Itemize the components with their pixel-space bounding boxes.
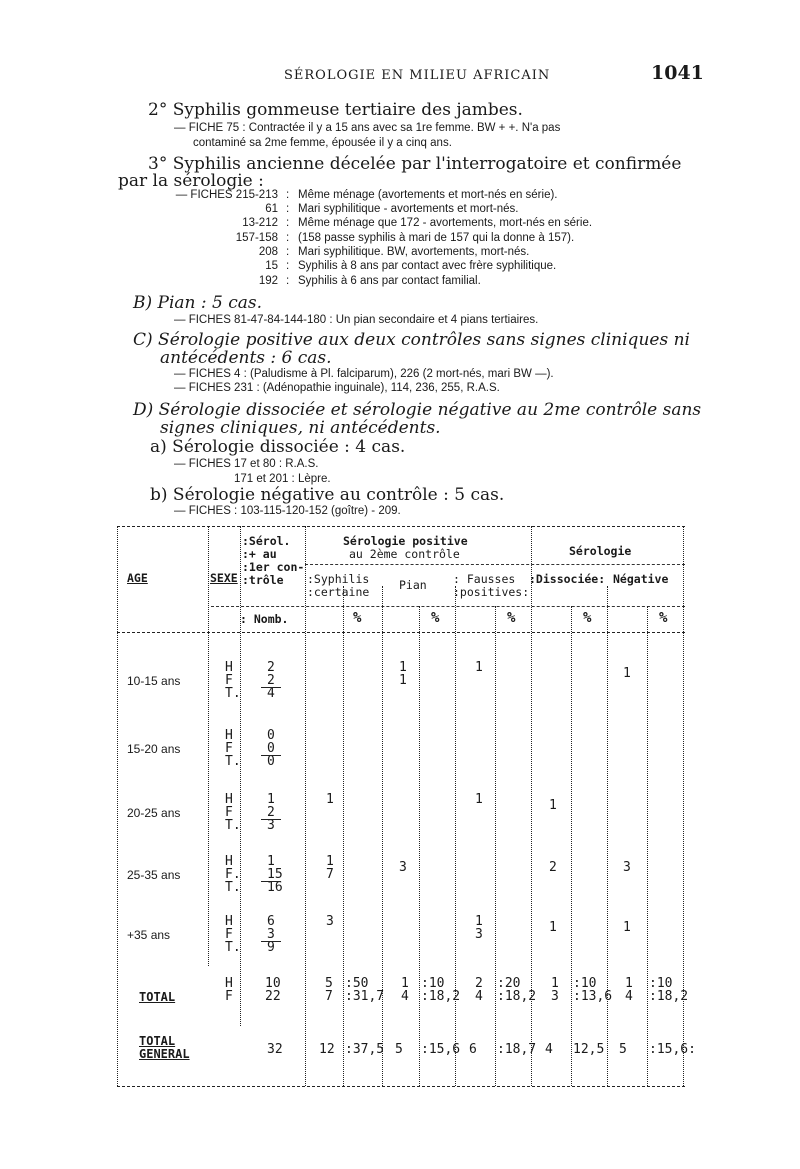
row-pian: 3 [399, 860, 407, 875]
fiche-ref: — FICHES 215-213 [175, 189, 278, 201]
row-c_pian: 1 [399, 673, 407, 688]
fiche-text: Même ménage que 172 - avortements, mort-nés en série. [298, 217, 593, 229]
table-vline-neg-pct [647, 606, 648, 1086]
total-faus-pct: :18,2 [497, 989, 537, 1004]
row-fausses: 3 [475, 927, 483, 942]
running-title: SÉROLOGIE EN MILIEU AFRICAIN [284, 68, 551, 83]
total-faus-pct: :20 [497, 976, 521, 991]
row-negat: 3 [623, 860, 631, 875]
general-syph-pct: :37,5 [345, 1042, 385, 1057]
head-positive-1: Sérologie positive [343, 534, 468, 548]
general-faus-count: 6 [469, 1042, 477, 1057]
total-diss-pct: :10 [573, 976, 597, 991]
row-negat: 1 [623, 920, 631, 935]
table-vline-pian [455, 586, 456, 1086]
table-vline-syph-pct [343, 586, 344, 1086]
head-serol-4: :trôle [242, 573, 284, 587]
section-db-heading: b) Sérologie négative au contrôle : 5 cas. [150, 485, 505, 505]
total-neg-count: 4 [625, 989, 633, 1004]
serology-table [117, 524, 696, 1090]
table-vline-faus-pct [495, 606, 496, 1086]
total-faus-count: 4 [475, 989, 483, 1004]
fiche-ref: 15 [265, 260, 278, 272]
total-sex: F [225, 989, 233, 1004]
general-syph-count: 12 [319, 1042, 335, 1057]
total-faus-count: 2 [475, 976, 483, 991]
total-diss-count: 3 [551, 989, 559, 1004]
section-db-line: — FICHES : 103-115-120-152 (goître) - 209. [174, 505, 401, 517]
section-b-heading: B) Pian : 5 cas. [133, 293, 263, 313]
fiche-text: Syphilis à 8 ans par contact avec frère syphilitique. [298, 260, 557, 272]
fiche-ref: 157-158 [235, 232, 278, 244]
head-pian: Pian [399, 578, 427, 592]
row-nomb: 1 [267, 854, 275, 869]
total-diss-pct: :13,6 [573, 989, 613, 1004]
row-sex: T. [225, 940, 241, 955]
table-vline-syph [382, 586, 383, 1086]
row-age: 10-15 ans [127, 674, 181, 688]
table-vline-age [208, 526, 209, 966]
row-nomb: 4 [267, 686, 275, 701]
table-vline-serol [305, 526, 306, 1086]
head-serologie: Sérologie [569, 544, 632, 558]
row-dissoc: 1 [549, 798, 557, 813]
row-syph: 3 [326, 914, 334, 929]
row-nomb: 0 [267, 741, 275, 756]
page-number: 1041 [651, 62, 704, 84]
row-nomb: 3 [267, 818, 275, 833]
head-serol-3: :1er con- [242, 560, 305, 574]
head-fausses-2: :positives: [453, 585, 530, 599]
general-diss-pct: 12,5 [573, 1042, 605, 1057]
section-da-line-2: 171 et 201 : Lèpre. [234, 473, 331, 485]
row-negat: 1 [623, 666, 631, 681]
head-pct-faus: % [507, 610, 516, 626]
total-label: TOTAL [139, 990, 176, 1004]
fiche-ref: 61 [265, 203, 278, 215]
head-sexe: SEXE [210, 571, 238, 585]
row-sex: T. [225, 754, 241, 769]
row-sex: H [225, 660, 233, 675]
row-total-rule [261, 941, 281, 942]
fiche-colon: : [286, 189, 290, 201]
general-faus-pct: :18,7 [497, 1042, 537, 1057]
row-syph: 1 [326, 792, 334, 807]
section-c-heading-2: antécédents : 6 cas. [160, 348, 332, 368]
section-da-heading: a) Sérologie dissociée : 4 cas. [150, 437, 406, 457]
section-3-heading-1: 3° Syphilis ancienne décelée par l'interrogatoire et confirmée [148, 154, 682, 174]
row-sex: F [225, 741, 233, 756]
row-sex: H [225, 792, 233, 807]
row-sex: T. [225, 686, 241, 701]
row-sex: F [225, 805, 233, 820]
head-fausses-1: : Fausses [453, 572, 516, 586]
general-pian-count: 5 [395, 1042, 403, 1057]
fiche-text: Même ménage (avortements et mort-nés en série). [298, 189, 558, 201]
fiche-text: (158 passe syphilis à mari de 157 qui la donne à 157). [298, 232, 575, 244]
row-age: 25-35 ans [127, 868, 181, 882]
total-neg-count: 1 [625, 976, 633, 991]
row-nomb: 16 [267, 880, 283, 895]
head-pct-syph: % [353, 610, 362, 626]
section-3-heading-2: par la sérologie : [118, 171, 264, 191]
row-dissoc: 1 [549, 920, 557, 935]
head-negative: Négative [613, 572, 669, 586]
fiche-colon: : [286, 217, 290, 229]
total-pian-pct: :18,2 [421, 989, 461, 1004]
row-sex: H [225, 914, 233, 929]
row-sex: T. [225, 818, 241, 833]
row-fausses: 1 [475, 660, 483, 675]
head-nomb: : Nomb. [240, 612, 289, 626]
row-nomb: 6 [267, 914, 275, 929]
total-nomb: 22 [265, 989, 281, 1004]
general-neg-pct: :15,6: [649, 1042, 696, 1057]
row-age: 15-20 ans [127, 742, 181, 756]
head-serol-1: :Sérol. [242, 534, 291, 548]
total-neg-pct: :18,2 [649, 989, 689, 1004]
head-age: AGE [127, 571, 148, 585]
general-nomb: 32 [267, 1042, 283, 1057]
row-total-rule [261, 755, 281, 756]
row-syph: 7 [326, 867, 334, 882]
row-nomb: 2 [267, 660, 275, 675]
total-syph-pct: :50 [345, 976, 369, 991]
fiche-text: Syphilis à 6 ans par contact familial. [298, 275, 481, 287]
section-d-heading-2: signes cliniques, ni antécédents. [160, 418, 441, 438]
table-vline-diss-pct [571, 606, 572, 1086]
fiche-colon: : [286, 275, 290, 287]
total-diss-count: 1 [551, 976, 559, 991]
head-pct-diss: % [583, 610, 592, 626]
general-label-2: GENERAL [139, 1047, 190, 1061]
table-rule-bottom [117, 1086, 685, 1087]
total-pian-count: 1 [401, 976, 409, 991]
row-nomb: 3 [267, 927, 275, 942]
total-neg-pct: :10 [649, 976, 673, 991]
fiche-ref: 208 [258, 246, 278, 258]
total-pian-count: 4 [401, 989, 409, 1004]
section-c-line-2: — FICHES 231 : (Adénopathie inguinale), 114, 236, 255, R.A.S. [174, 382, 500, 394]
row-sex: H [225, 728, 233, 743]
general-diss-count: 4 [545, 1042, 553, 1057]
row-age: +35 ans [127, 928, 171, 942]
table-rule-header-sub [211, 606, 685, 607]
general-label-1: TOTAL [139, 1034, 176, 1048]
fiche-ref: 13-212 [242, 217, 278, 229]
row-nomb: 2 [267, 805, 275, 820]
table-rule-header-bottom [117, 632, 685, 633]
section-b-line: — FICHES 81-47-84-144-180 : Un pian secondaire et 4 pians tertiaires. [174, 314, 539, 326]
row-nomb: 0 [267, 728, 275, 743]
fiche-colon: : [286, 260, 290, 272]
row-total-rule [261, 687, 281, 688]
row-nomb: 9 [267, 940, 275, 955]
section-2-line-2: contaminé sa 2me femme, épousée il y a cinq ans. [193, 137, 452, 149]
head-dissociee: :Dissociée: [529, 572, 606, 586]
section-d-heading-1: D) Sérologie dissociée et sérologie négative au 2me contrôle sans [133, 400, 702, 420]
fiche-colon: : [286, 246, 290, 258]
general-neg-count: 5 [619, 1042, 627, 1057]
row-nomb: 2 [267, 673, 275, 688]
fiche-ref: 192 [258, 275, 278, 287]
row-total-rule [261, 881, 281, 882]
row-nomb: 15 [267, 867, 283, 882]
total-syph-pct: :31,7 [345, 989, 385, 1004]
row-total-rule [261, 819, 281, 820]
head-pct-pian: % [431, 610, 440, 626]
head-serol-2: :+ au [242, 547, 277, 561]
total-syph-count: 5 [325, 976, 333, 991]
row-sex: T. [225, 880, 241, 895]
total-pian-pct: :10 [421, 976, 445, 991]
fiche-text: Mari syphilitique. BW, avortements, mort-nés. [298, 246, 530, 258]
table-vline-diss [607, 586, 608, 1086]
row-nomb: 1 [267, 792, 275, 807]
row-dissoc: 2 [549, 860, 557, 875]
section-c-heading-1: C) Sérologie positive aux deux contrôles sans signes cliniques ni [133, 330, 690, 350]
table-vline-left [117, 526, 118, 1086]
total-sex: H [225, 976, 233, 991]
fiche-colon: : [286, 232, 290, 244]
section-da-line-1: — FICHES 17 et 80 : R.A.S. [174, 458, 319, 470]
row-sex: H [225, 854, 233, 869]
row-sex: F [225, 927, 233, 942]
table-vline-pian-pct [419, 606, 420, 1086]
row-sex: F [225, 673, 233, 688]
row-syph: 1 [326, 854, 334, 869]
fiche-colon: : [286, 203, 290, 215]
section-2-line-1: — FICHE 75 : Contractée il y a 15 ans avec sa 1re femme. BW + +. N'a pas [174, 122, 561, 134]
head-syphilis-1: :Syphilis [307, 572, 370, 586]
row-nomb: 0 [267, 754, 275, 769]
head-pct-neg: % [659, 610, 668, 626]
general-pian-pct: :15,6 [421, 1042, 461, 1057]
table-rule-top [117, 526, 685, 527]
row-fausses: 1 [475, 792, 483, 807]
section-2-heading: 2° Syphilis gommeuse tertiaire des jambes. [148, 100, 523, 120]
head-positive-2: au 2ème contrôle [349, 547, 460, 561]
row-fausses: 1 [475, 914, 483, 929]
section-c-line-1: — FICHES 4 : (Paludisme à Pl. falciparum), 226 (2 mort-nés, mari BW —). [174, 368, 554, 380]
row-sex: F. [225, 867, 241, 882]
total-nomb: 10 [265, 976, 281, 991]
row-c_pian: 1 [399, 660, 407, 675]
total-syph-count: 7 [325, 989, 333, 1004]
row-age: 20-25 ans [127, 806, 181, 820]
head-syphilis-2: :certaine [307, 585, 370, 599]
table-rule-header-mid [305, 564, 685, 565]
fiche-text: Mari syphilitique - avortements et mort-nés. [298, 203, 519, 215]
